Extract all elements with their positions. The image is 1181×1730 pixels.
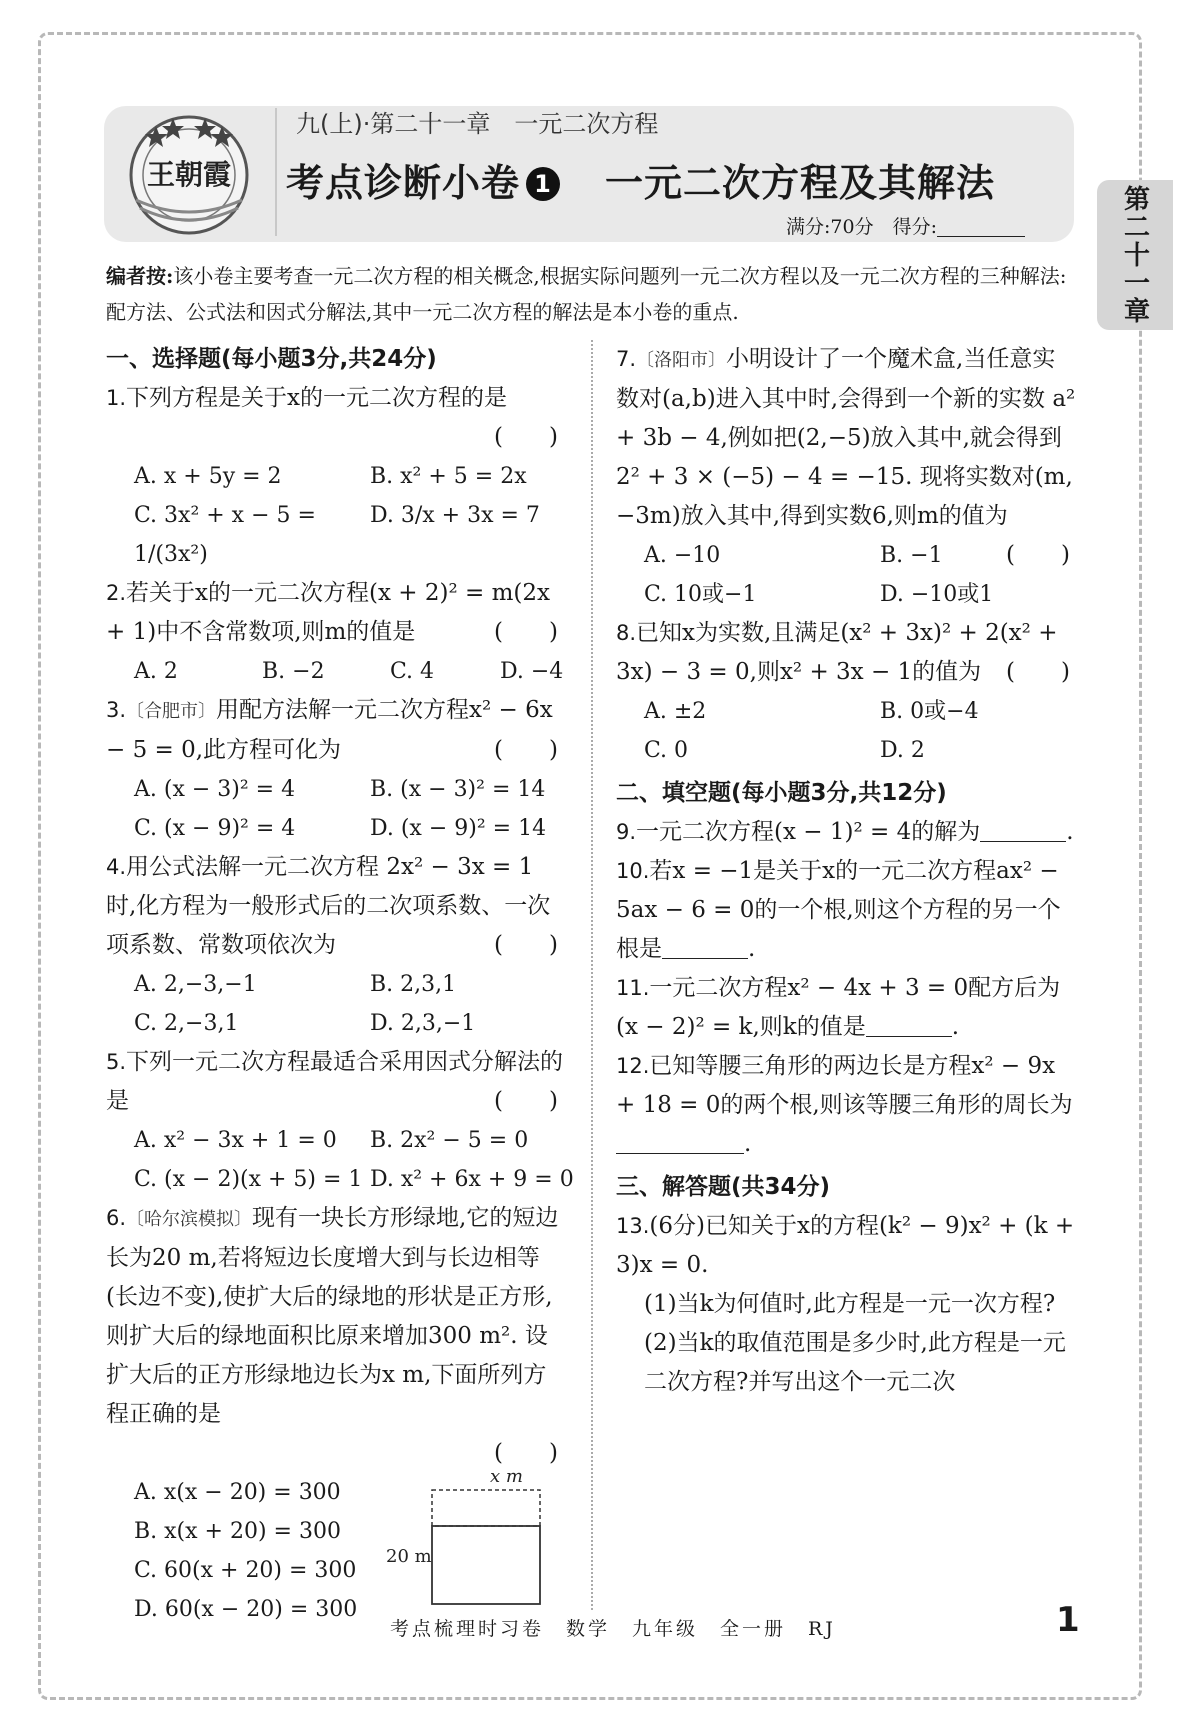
option-b[interactable]: B. (x − 3)² = 14 <box>370 777 546 802</box>
figure-top-label: x m <box>490 1468 523 1487</box>
score-label: 得分: <box>892 216 938 238</box>
question-11 <box>616 969 1078 1047</box>
question-stem: 若x = −1是关于x的一元二次方程ax² − 5ax − 6 = 0的一个根,则这个方程的另一个根是 <box>616 858 1061 962</box>
q6-rectangle-figure <box>380 1468 550 1608</box>
option-b[interactable]: B. 0或−4 <box>880 699 979 724</box>
question-number: 10. <box>616 859 650 883</box>
question-stem: 小明设计了一个魔术盒,当任意实数对(a,b)进入其中时,会得到一个新的实数 a² + 3b − 4,例如把(2,−5)放入其中,就会得到 2² + 3 × (−5) − 4 = −15. 现将实数对(m,−3m)放入其中,得到实数6,则m的值为 <box>616 346 1076 529</box>
q7-options <box>616 536 1006 614</box>
question-stem: 已知x为实数,且满足(x² + 3x)² + 2(x² + 3x) − 3 = 0,则x² + 3x − 1的值为 <box>616 620 1058 685</box>
question-13 <box>616 1207 1078 1402</box>
question-number: 8. <box>616 621 637 645</box>
answer-paren[interactable]: ( ) <box>494 1088 558 1114</box>
option-c[interactable]: C. 0 <box>644 738 689 763</box>
option-b[interactable]: B. −1 <box>880 543 943 568</box>
question-stem: 已知等腰三角形的两边长是方程x² − 9x + 18 = 0的两个根,则该等腰三角形的周长为 <box>616 1053 1073 1118</box>
section-solve-heading: 三、解答题(共34分) <box>616 1174 831 1200</box>
q5-options <box>106 1121 574 1199</box>
source-tag: 〔洛阳市〕 <box>636 350 727 371</box>
option-c[interactable]: C. 10或−1 <box>644 582 757 607</box>
chapter-subtitle: 九(上)·第二十一章 一元二次方程 <box>296 110 659 138</box>
figure-original-rect <box>432 1526 540 1604</box>
answer-paren[interactable]: ( ) <box>494 424 558 450</box>
question-9 <box>616 813 1078 852</box>
question-3 <box>106 691 566 770</box>
answer-paren[interactable]: ( ) <box>1006 659 1070 685</box>
chapter-tab: 第二十一章 <box>1097 180 1173 330</box>
editor-note-text: 该小卷主要考查一元二次方程的相关概念,根据实际问题列一元二次方程以及一元二次方程的三种解法:配方法、公式法和因式分解法,其中一元二次方程的解法是本小卷的重点. <box>106 264 1067 324</box>
option-d[interactable]: D. 3/x + 3x = 7 <box>370 503 540 528</box>
section-fill-heading: 二、填空题(每小题3分,共12分) <box>616 780 947 806</box>
option-a[interactable]: A. −10 <box>644 543 721 568</box>
question-5 <box>106 1043 566 1121</box>
question-stem: 若关于x的一元二次方程(x + 2)² = m(2x + 1)中不含常数项,则m的值是 <box>106 580 550 645</box>
option-d[interactable]: D. 2 <box>880 738 925 763</box>
figure-added-strip <box>432 1490 540 1526</box>
option-d[interactable]: D. 2,3,−1 <box>370 1011 476 1036</box>
option-b[interactable]: B. x² + 5 = 2x <box>370 464 527 489</box>
question-end: . <box>951 1014 960 1040</box>
answer-paren[interactable]: ( ) <box>1006 542 1070 568</box>
option-c[interactable]: C. (x − 9)² = 4 <box>134 816 296 841</box>
option-d[interactable]: D. x² + 6x + 9 = 0 <box>370 1167 574 1192</box>
option-c[interactable]: C. 2,−3,1 <box>134 1011 239 1036</box>
left-column <box>106 340 574 1629</box>
question-10 <box>616 852 1078 969</box>
answer-blank[interactable] <box>980 821 1066 842</box>
source-tag: 〔哈尔滨模拟〕 <box>126 1209 253 1230</box>
question-number: 11. <box>616 976 650 1000</box>
q2-options <box>106 652 566 691</box>
source-tag: 〔合肥市〕 <box>126 701 217 722</box>
question-2 <box>106 574 566 652</box>
question-stem: 现有一块长方形绿地,它的短边长为20 m,若将短边长度增大到与长边相等(长边不变),使扩大后的绿地的形状是正方形,则扩大后的绿地面积比原来增加300 m². 设扩大后的正方形绿地边长为x m,下面所列方程正确的是 <box>106 1205 559 1427</box>
option-b[interactable]: B. 2x² − 5 = 0 <box>370 1128 529 1153</box>
question-stem: 用公式法解一元二次方程 2x² − 3x = 1 时,化方程为一般形式后的二次项系数、一次项系数、常数项依次为 <box>106 854 551 958</box>
right-column <box>616 340 1078 1402</box>
question-number: 3. <box>106 698 127 722</box>
question-number: 13. <box>616 1214 650 1238</box>
question-number: 4. <box>106 855 127 879</box>
option-d[interactable]: D. 60(x − 20) = 300 <box>134 1597 358 1622</box>
option-a[interactable]: A. (x − 3)² = 4 <box>134 777 296 802</box>
section-choice-heading: 一、选择题(每小题3分,共24分) <box>106 346 437 372</box>
q13-part-2: (2)当k的取值范围是多少时,此方程是一元二次方程?并写出这个一元二次 <box>644 1330 1066 1395</box>
logo-text: 王朝霞 <box>146 158 232 191</box>
option-b[interactable]: B. x(x + 20) = 300 <box>134 1519 341 1544</box>
question-end: . <box>744 1131 752 1157</box>
question-12 <box>616 1047 1078 1164</box>
option-a[interactable]: A. 2,−3,−1 <box>134 972 257 997</box>
answer-paren[interactable]: ( ) <box>494 737 558 763</box>
title-number-badge: 1 <box>526 167 560 201</box>
option-a[interactable]: A. x + 5y = 2 <box>134 464 282 489</box>
question-number: 6. <box>106 1206 127 1230</box>
editor-note <box>106 258 1078 330</box>
score-line <box>786 212 1025 239</box>
question-end: . <box>748 936 756 962</box>
full-score: 满分:70分 <box>786 216 874 238</box>
question-number: 7. <box>616 347 637 371</box>
question-stem: 下列方程是关于x的一元二次方程的是 <box>126 385 508 411</box>
publisher-logo <box>126 112 252 238</box>
answer-blank[interactable] <box>616 1133 744 1154</box>
option-c[interactable]: C. 60(x + 20) = 300 <box>134 1558 357 1583</box>
figure-left-label: 20 m <box>386 1546 432 1567</box>
option-d[interactable]: D. −4 <box>500 659 564 684</box>
answer-paren[interactable]: ( ) <box>494 932 558 958</box>
option-a[interactable]: A. x² − 3x + 1 = 0 <box>134 1128 337 1153</box>
question-1 <box>106 379 566 457</box>
page-number: 1 <box>1056 1600 1080 1640</box>
question-8 <box>616 614 1078 692</box>
option-d[interactable]: D. (x − 9)² = 14 <box>370 816 547 841</box>
question-4 <box>106 848 566 965</box>
question-end: . <box>1066 819 1074 845</box>
editor-note-label: 编者按: <box>106 264 174 288</box>
q6-options <box>106 1473 384 1629</box>
q13-part-1: (1)当k为何值时,此方程是一元一次方程? <box>644 1291 1056 1317</box>
score-blank[interactable] <box>937 218 1025 237</box>
q4-options <box>106 965 566 1043</box>
header-divider <box>275 108 277 236</box>
answer-paren[interactable]: ( ) <box>494 619 558 645</box>
question-number: 2. <box>106 581 127 605</box>
answer-blank[interactable] <box>662 938 748 959</box>
question-stem: 一元二次方程(x − 1)² = 4的解为 <box>636 819 981 845</box>
question-stem: (6分)已知关于x的方程(k² − 9)x² + (k + 3)x = 0. <box>616 1213 1075 1278</box>
q1-options <box>106 457 566 574</box>
option-a[interactable]: A. 2 <box>134 659 178 684</box>
question-stem: 用配方法解一元二次方程x² − 6x − 5 = 0,此方程可化为 <box>106 697 553 763</box>
option-a[interactable]: A. x(x − 20) = 300 <box>134 1480 341 1505</box>
option-d[interactable]: D. −10或1 <box>880 582 994 607</box>
paper-title <box>286 152 995 207</box>
q3-options <box>106 770 566 848</box>
q8-options <box>616 692 1078 770</box>
option-b[interactable]: B. −2 <box>262 659 325 684</box>
page-footer: 考点梳理时习卷 数学 九年级 全一册 RJ <box>390 1618 836 1640</box>
option-b[interactable]: B. 2,3,1 <box>370 972 457 997</box>
option-c[interactable]: C. (x − 2)(x + 5) = 1 <box>134 1167 363 1192</box>
question-number: 12. <box>616 1054 650 1078</box>
answer-blank[interactable] <box>866 1016 952 1037</box>
question-number: 9. <box>616 820 637 844</box>
question-stem: 下列一元二次方程最适合采用因式分解法的是 <box>106 1049 564 1114</box>
question-number: 1. <box>106 386 127 410</box>
answer-paren[interactable]: ( ) <box>494 1440 558 1466</box>
question-6 <box>106 1199 566 1473</box>
question-stem: 一元二次方程x² − 4x + 3 = 0配方后为(x − 2)² = k,则k的值是 <box>616 975 1061 1040</box>
option-c[interactable]: C. 4 <box>390 659 435 684</box>
option-c[interactable]: C. 3x² + x − 5 = 1/(3x²) <box>134 503 316 567</box>
option-a[interactable]: A. ±2 <box>644 699 707 724</box>
title-right: 一元二次方程及其解法 <box>605 161 996 205</box>
question-number: 5. <box>106 1050 127 1074</box>
title-left: 考点诊断小卷 <box>286 161 521 205</box>
